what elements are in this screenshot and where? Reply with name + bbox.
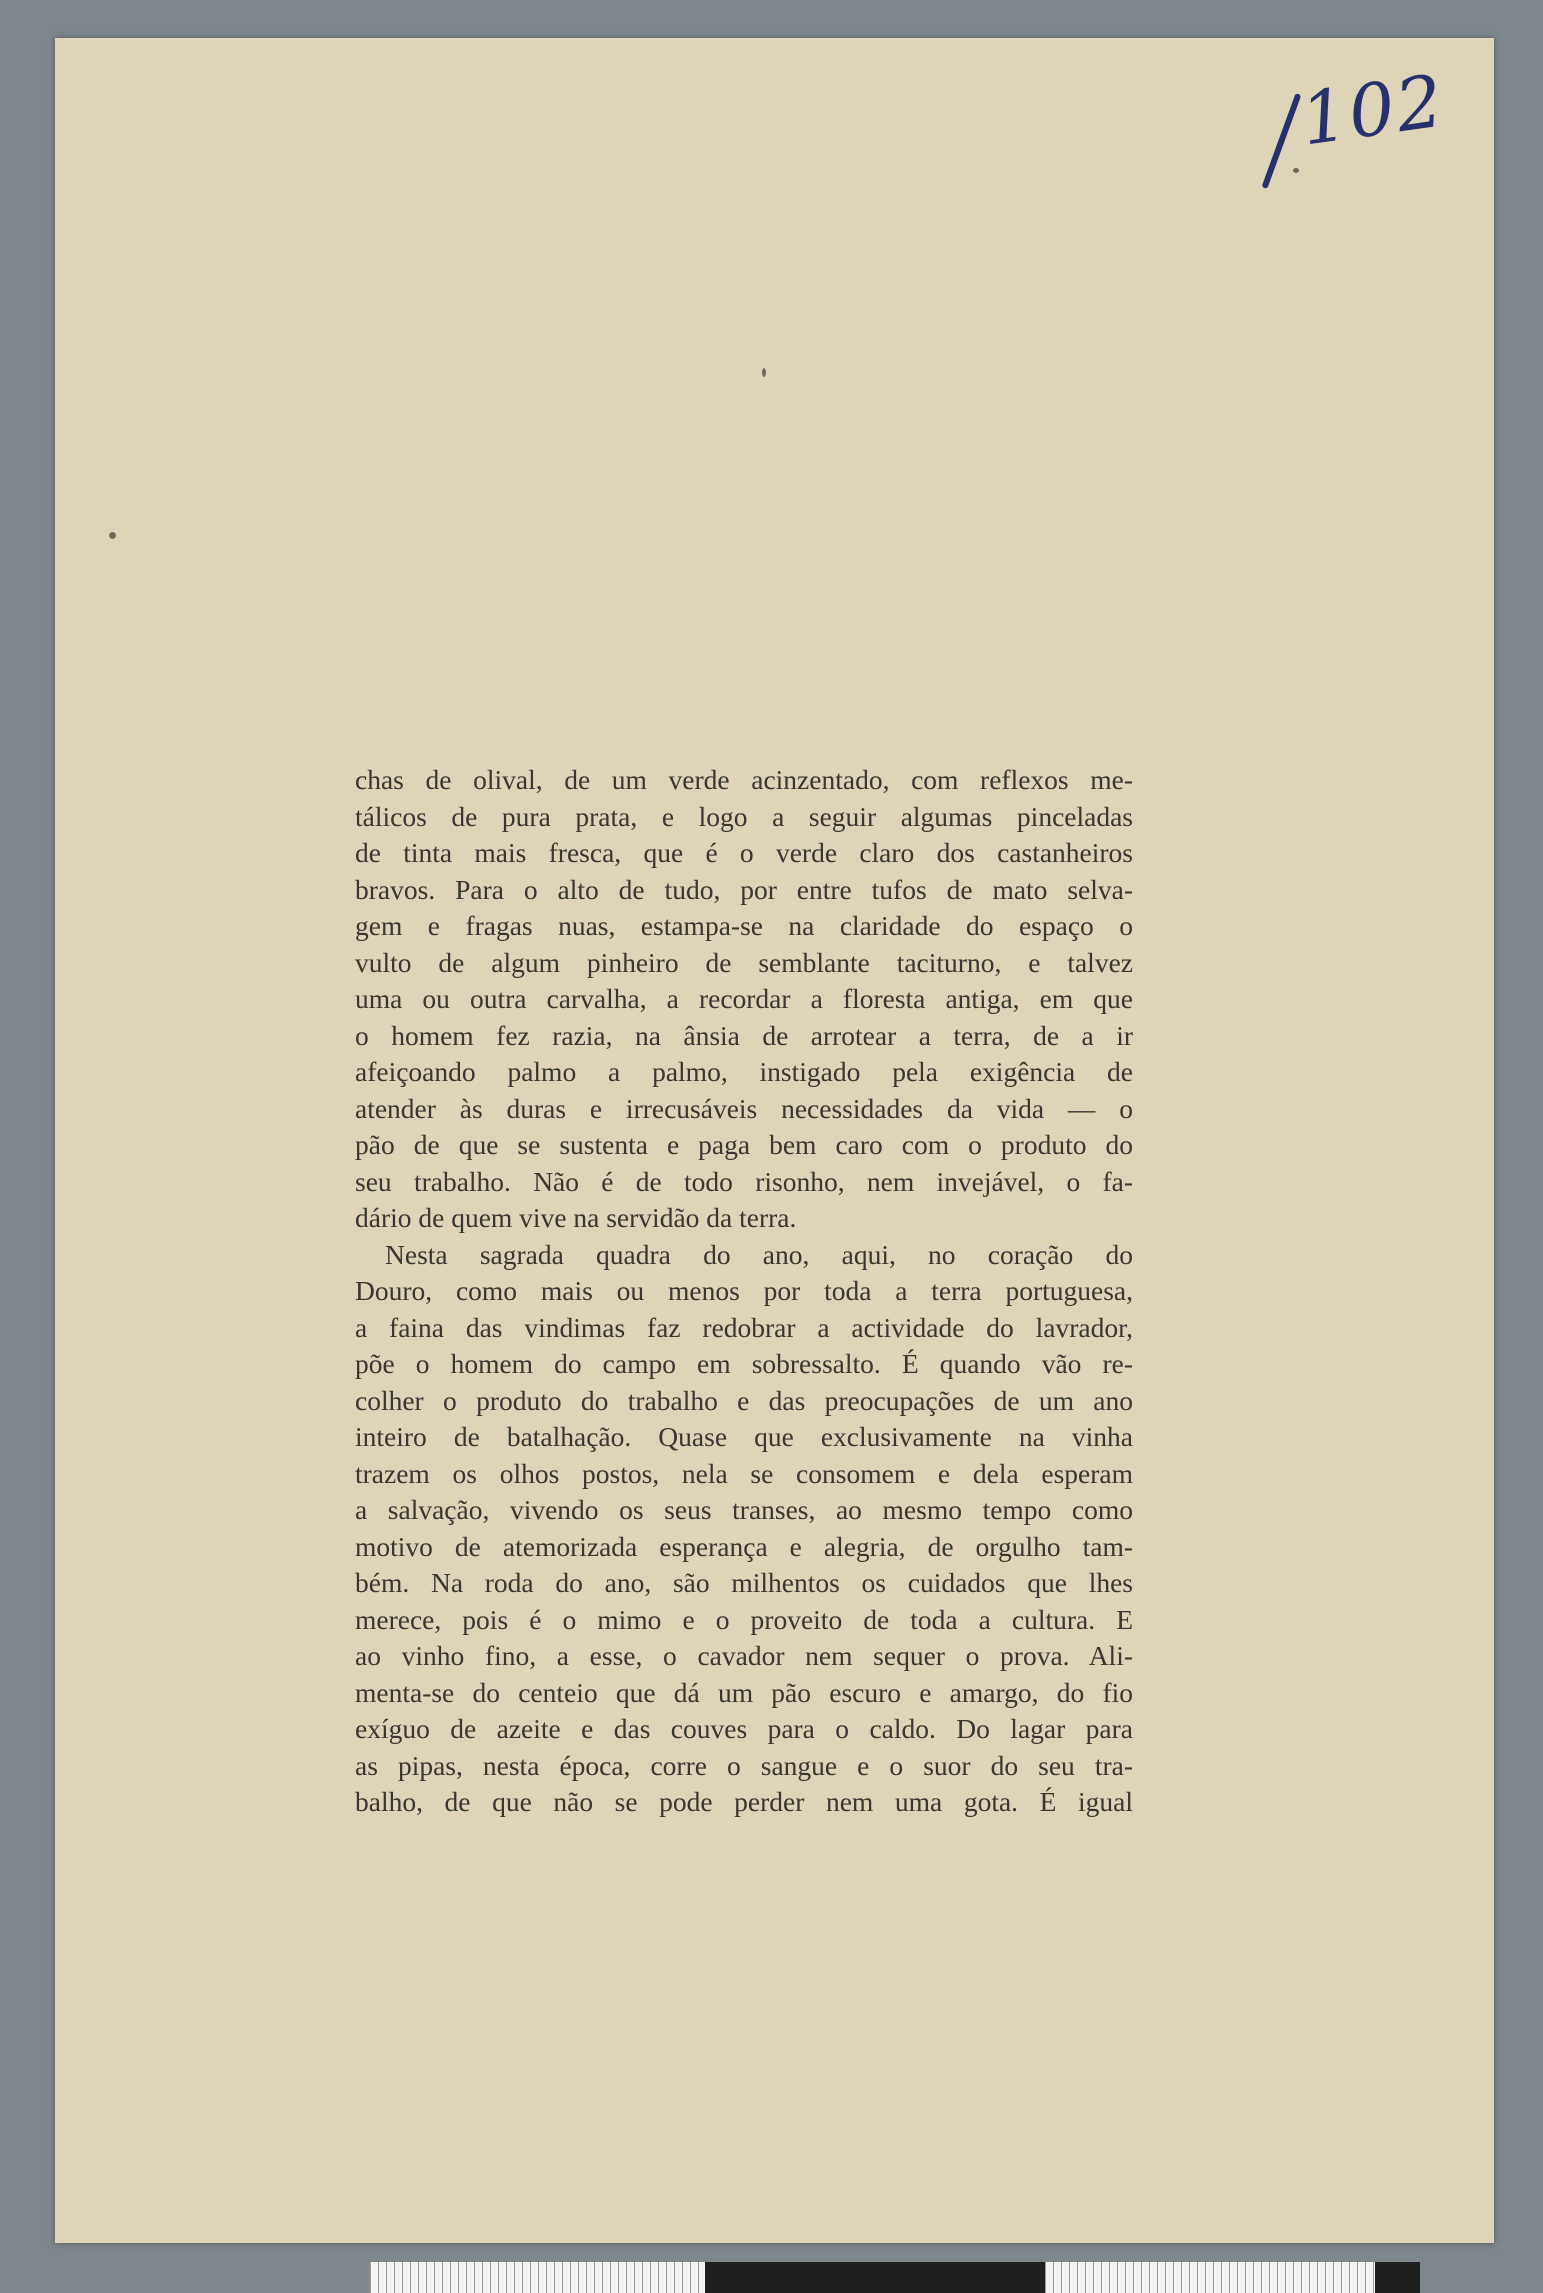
text-line: a salvação, vivendo os seus transes, ao mesmo tempo como <box>355 1494 1133 1525</box>
text-line: põe o homem do campo em sobressalto. É quando vão re- <box>355 1348 1133 1379</box>
text-line: o homem fez razia, na ânsia de arrotear a terra, de a ir <box>355 1019 1133 1051</box>
text-line: menta-se do centeio que dá um pão escuro e amargo, do fio <box>355 1676 1133 1708</box>
text-line: balho, de que não se pode perder nem uma gota. É igual <box>355 1786 1133 1817</box>
handwritten-page-number <box>1295 58 1449 161</box>
ruler-segment <box>705 2262 1045 2293</box>
paper-speck <box>109 532 116 539</box>
document-page <box>55 38 1494 2243</box>
text-line: trazem os olhos postos, nela se consomem e dela esperam <box>355 1457 1133 1489</box>
text-line: inteiro de batalhação. Quase que exclusivamente na vinha <box>355 1421 1133 1452</box>
page-number-slash <box>1261 93 1301 189</box>
text-line: merece, pois é o mimo e o proveito de toda a cultura. E <box>355 1603 1133 1635</box>
ruler-segment <box>1045 2262 1375 2293</box>
text-line: bravos. Para o alto de tudo, por entre tufos de mato selva- <box>355 873 1133 905</box>
text-line: tálicos de pura prata, e logo a seguir algumas pinceladas <box>355 800 1133 832</box>
text-line: afeiçoando palmo a palmo, instigado pela exigência de <box>355 1056 1133 1087</box>
text-line: seu trabalho. Não é de todo risonho, nem invejável, o fa- <box>355 1165 1133 1197</box>
body-text <box>355 762 1133 1821</box>
text-line: a faina das vindimas faz redobrar a actividade do lavrador, <box>355 1311 1133 1343</box>
paper-speck <box>1293 168 1299 173</box>
text-line: as pipas, nesta época, corre o sangue e o suor do seu tra- <box>355 1749 1133 1781</box>
text-line: de tinta mais fresca, que é o verde claro dos castanheiros <box>355 837 1133 868</box>
text-line: motivo de atemorizada esperança e alegria, de orgulho tam- <box>355 1530 1133 1562</box>
text-line: atender às duras e irrecusáveis necessidades da vida — o <box>355 1092 1133 1124</box>
text-line: uma ou outra carvalha, a recordar a floresta antiga, em que <box>355 983 1133 1014</box>
text-line: Douro, como mais ou menos por toda a terra portuguesa, <box>355 1275 1133 1306</box>
ruler-segment <box>370 2262 705 2293</box>
text-line: Nesta sagrada quadra do ano, aqui, no coração do <box>385 1238 1133 1270</box>
page-number-text: 102 <box>1295 58 1450 162</box>
text-line: pão de que se sustenta e paga bem caro com o produto do <box>355 1129 1133 1160</box>
scale-ruler <box>370 2262 1500 2293</box>
text-line: dário de quem vive na servidão da terra. <box>355 1202 797 1233</box>
text-line: ao vinho fino, a esse, o cavador nem sequer o prova. Ali- <box>355 1640 1133 1671</box>
text-line: exíguo de azeite e das couves para o caldo. Do lagar para <box>355 1713 1133 1744</box>
ruler-segment <box>1375 2262 1420 2293</box>
paper-speck <box>762 368 766 377</box>
text-line: bém. Na roda do ano, são milhentos os cuidados que lhes <box>355 1567 1133 1598</box>
text-line: gem e fragas nuas, estampa-se na claridade do espaço o <box>355 910 1133 941</box>
text-line: colher o produto do trabalho e das preocupações de um ano <box>355 1384 1133 1416</box>
text-line: chas de olival, de um verde acinzentado, com reflexos me- <box>355 764 1133 795</box>
text-line: vulto de algum pinheiro de semblante taciturno, e talvez <box>355 946 1133 978</box>
